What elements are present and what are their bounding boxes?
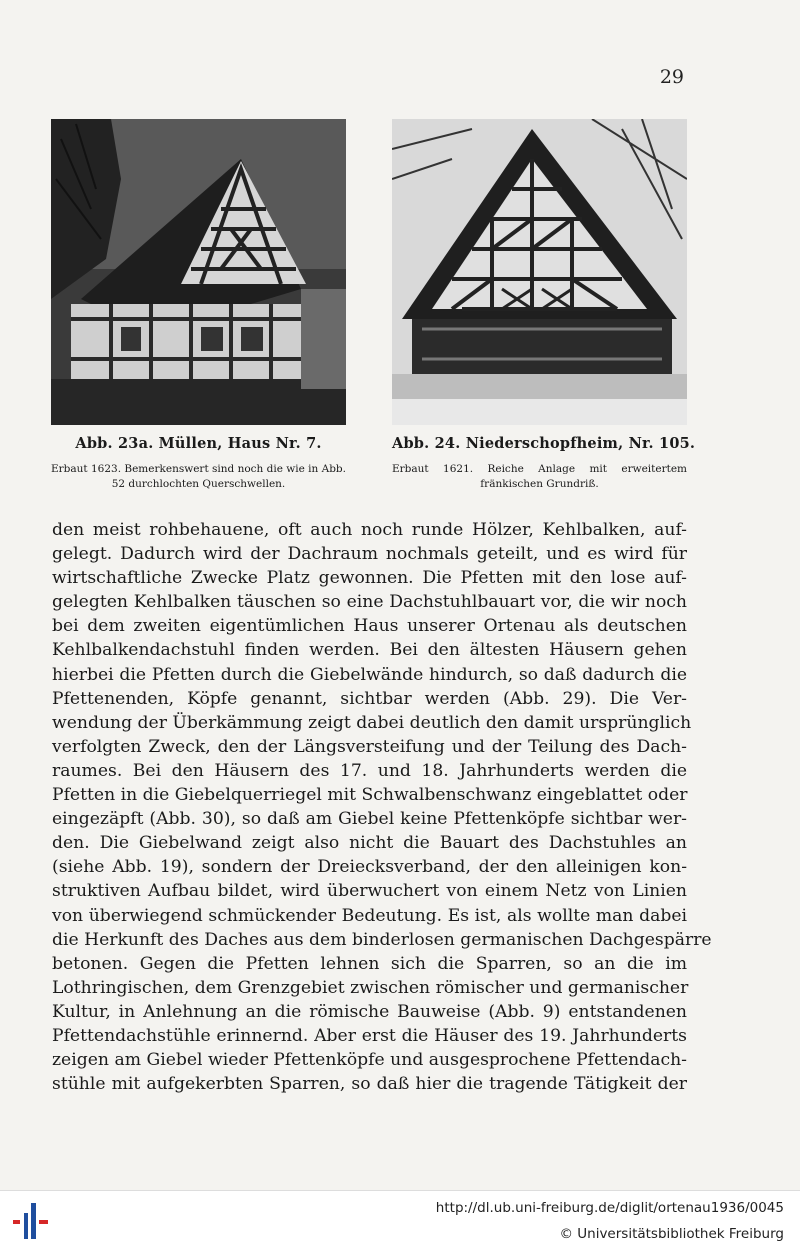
body-text — [52, 518, 712, 1096]
text-line: verfolgten Zweck, den der Längsversteifung und der Teilung des Dach- — [52, 736, 687, 757]
text-line: gelegten Kehlbalken täuschen so eine Dachstuhlbauart vor, die wir noch — [52, 592, 687, 613]
text-line: raumes. Bei den Häusern des 17. und 18. Jahrhunderts werden die — [52, 760, 687, 781]
text-line: Lothringischen, dem Grenzgebiet zwischen römischer und germanischer — [52, 977, 689, 998]
footer-bar — [0, 1190, 800, 1250]
text-line: gelegt. Dadurch wird der Dachraum nochmals geteilt, und es wird für — [52, 544, 687, 565]
text-line: wendung der Überkämmung zeigt dabei deutlich den damit ursprünglich — [52, 712, 692, 733]
copyright-notice: © Universitätsbibliothek Freiburg — [559, 1226, 784, 1242]
text-line: bei dem zweiten eigentümlichen Haus unserer Ortenau als deutschen — [52, 616, 687, 637]
text-line: Pfetten in die Giebelquerriegel mit Schwalbenschwanz eingeblattet oder — [52, 785, 688, 806]
text-line: Pfettenenden, Köpfe genannt, sichtbar werden (Abb. 29). Die Ver- — [52, 688, 687, 709]
photo-half-timbered-house-niederschopfheim — [392, 119, 687, 425]
figure-left — [51, 119, 346, 492]
text-line: die Herkunft des Daches aus dem binderlosen germanischen Dachgespärre — [52, 929, 712, 950]
text-line: stühle mit aufgekerbten Sparren, so daß hier die tragende Tätigkeit der — [52, 1074, 687, 1095]
figure-right — [392, 119, 696, 492]
text-line: (siehe Abb. 19), sondern der Dreiecksverband, der den alleinigen kon- — [52, 857, 687, 878]
text-line: zeigen am Giebel wieder Pfettenköpfe und ausgesprochene Pfettendach- — [52, 1050, 687, 1071]
figure-left-title: Abb. 23a. Müllen, Haus Nr. 7. — [75, 435, 322, 452]
text-line: wirtschaftliche Zwecke Platz gewonnen. Die Pfetten mit den lose auf- — [52, 568, 687, 589]
document-url-link[interactable]: http://dl.ub.uni-freiburg.de/diglit/ortenau1936/0045 — [435, 1200, 784, 1216]
text-line: den. Die Giebelwand zeigt also nicht die Bauart des Dachstuhles an — [52, 833, 687, 854]
text-line: eingezäpft (Abb. 30), so daß am Giebel keine Pfettenköpfe sichtbar wer- — [52, 809, 687, 830]
figure-left-caption: Erbaut 1623. Bemerkenswert sind noch die wie in Abb. 52 durchlochten Querschwellen. — [51, 463, 346, 490]
page-number: 29 — [659, 66, 684, 88]
figure-right-title: Abb. 24. Niederschopfheim, Nr. 105. — [392, 435, 696, 452]
text-line: den meist rohbehauene, oft auch noch runde Hölzer, Kehlbalken, auf- — [52, 520, 687, 540]
text-line: Kultur, in Anlehnung an die römische Bauweise (Abb. 9) entstandenen — [52, 1001, 687, 1022]
university-library-logo-icon — [10, 1201, 52, 1241]
text-line: hierbei die Pfetten durch die Giebelwände hindurch, so daß dadurch die — [52, 664, 687, 685]
text-line: Kehlbalkendachstuhl finden werden. Bei den ältesten Häusern gehen — [52, 640, 687, 661]
text-line: von überwiegend schmückender Bedeutung. Es ist, als wollte man dabei — [52, 905, 687, 926]
text-line: Pfettendachstühle erinnernd. Aber erst die Häuser des 19. Jahrhunderts — [52, 1025, 687, 1046]
photo-half-timbered-house-muellen — [51, 119, 346, 425]
figure-right-caption: Erbaut 1621. Reiche Anlage mit erweitertem fränkischen Grundriß. — [392, 463, 687, 490]
text-line: struktiven Aufbau bildet, wird überwuchert von einem Netz von Linien — [52, 881, 687, 902]
text-line: betonen. Gegen die Pfetten lehnen sich die Sparren, so an die im — [52, 953, 687, 974]
